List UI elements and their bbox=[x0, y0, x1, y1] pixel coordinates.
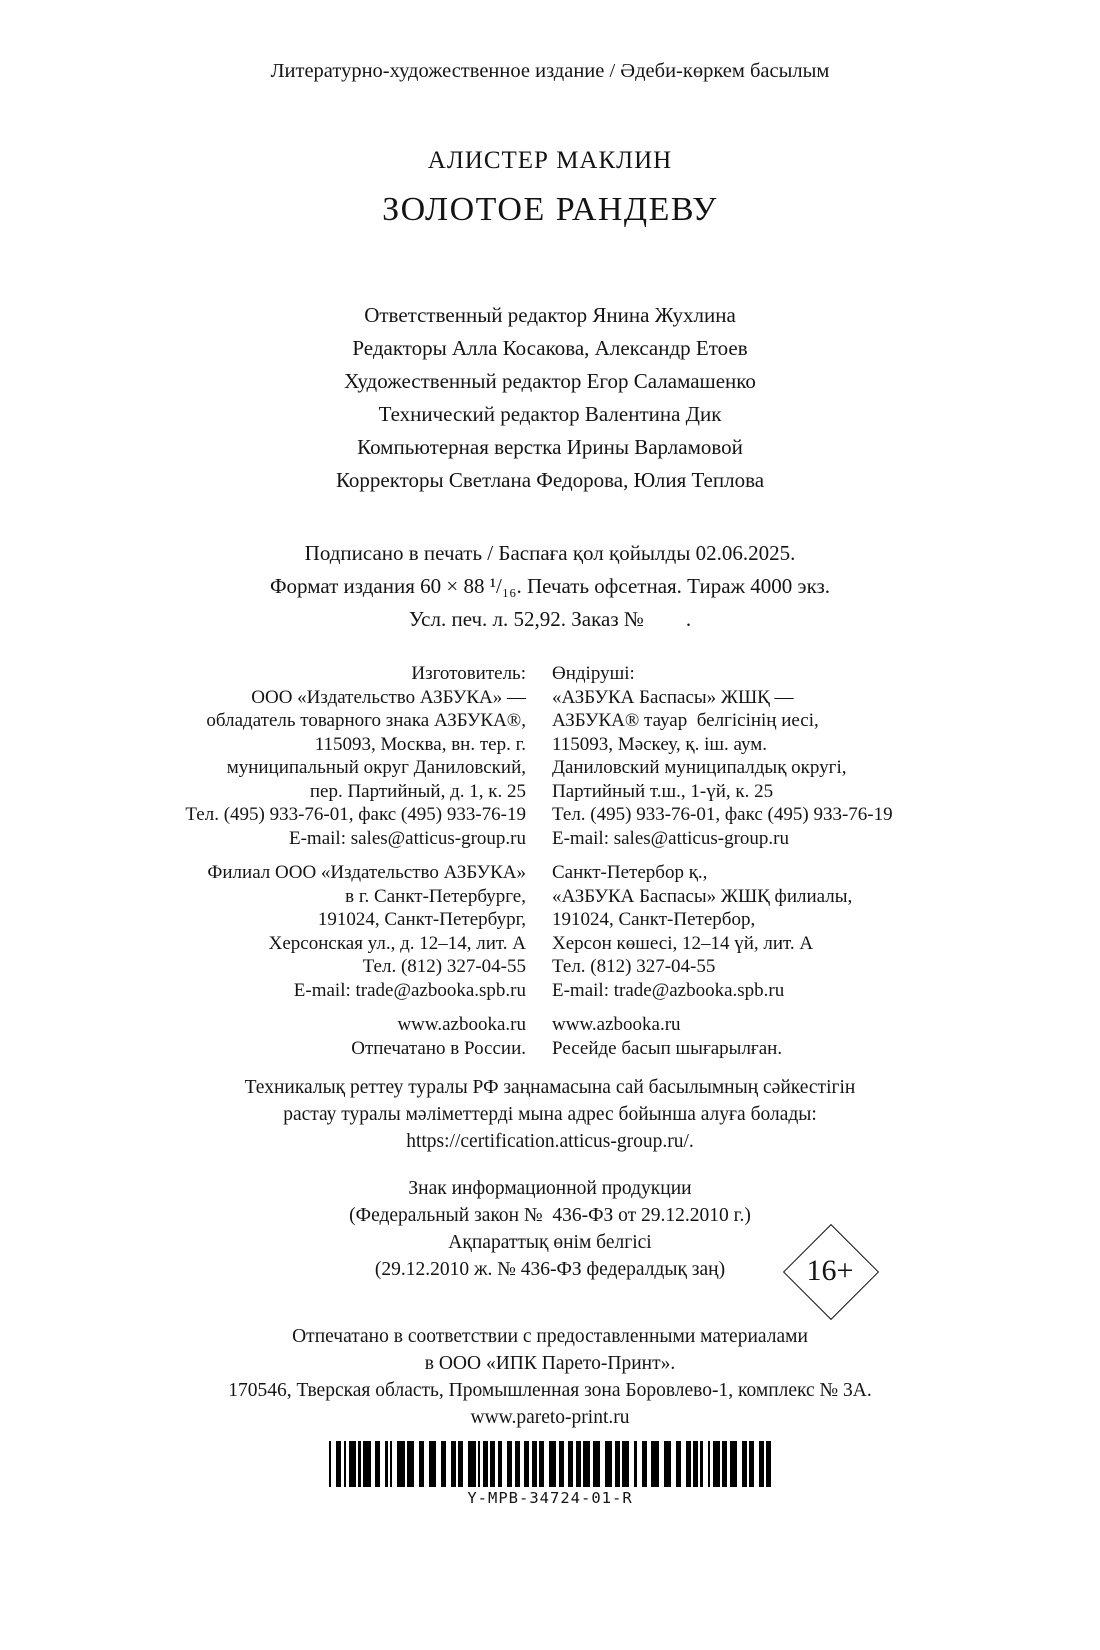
address-paragraph bbox=[552, 662, 934, 850]
text-line: E-mail: trade@azbooka.spb.ru bbox=[293, 979, 526, 1001]
address-paragraph bbox=[166, 1013, 526, 1060]
text-line: Художественный редактор Егор Саламашенко bbox=[344, 369, 756, 393]
author-name: АЛИСТЕР МАКЛИН bbox=[427, 147, 673, 174]
text-line: https://certification.atticus-group.ru/. bbox=[406, 1131, 694, 1152]
barcode-bar bbox=[605, 1441, 612, 1487]
address-paragraph bbox=[552, 1013, 934, 1060]
barcode-bar bbox=[363, 1441, 370, 1487]
text-line: Формат издания 60 × 88 ¹/₁₆. Печать офсетная. Тираж 4000 экз. bbox=[269, 574, 831, 598]
certification-note bbox=[0, 1074, 1100, 1155]
barcode-bar bbox=[468, 1441, 475, 1487]
text-line: Отпечатано в соответствии с предоставленными материалами bbox=[292, 1326, 808, 1347]
text-line: Тел. (812) 327-04-55 bbox=[362, 956, 526, 977]
text-line: Компьютерная верстка Ирины Варламовой bbox=[357, 435, 743, 459]
staff-credits bbox=[0, 299, 1100, 497]
barcode-bar bbox=[664, 1441, 671, 1487]
text-line: Тел. (495) 933-76-01, факс (495) 933-76-19 bbox=[552, 804, 893, 825]
text-line: в г. Санкт-Петербурге, bbox=[345, 885, 526, 907]
barcode-bar bbox=[730, 1441, 737, 1487]
text-line: 191024, Санкт-Петербург, bbox=[317, 909, 526, 930]
text-line: «АЗБУКА Баспасы» ЖШҚ филиалы, bbox=[552, 885, 853, 907]
text-line: (Федеральный закон № 436-ФЗ от 29.12.2010 г.) bbox=[349, 1205, 751, 1226]
text-line: Изготовитель: bbox=[411, 663, 526, 684]
text-line: в ООО «ИПК Парето-Принт». bbox=[424, 1353, 676, 1374]
text-line: Усл. печ. л. 52,92. Заказ № . bbox=[408, 607, 692, 631]
book-title: ЗОЛОТОЕ РАНДЕВУ bbox=[382, 191, 718, 228]
text-line: Ответственный редактор Янина Жухлина bbox=[364, 303, 736, 327]
text-line: АЗБУКА® тауар белгісінің иесі, bbox=[552, 710, 819, 731]
text-line: E-mail: sales@atticus-group.ru bbox=[289, 827, 526, 849]
text-line: (29.12.2010 ж. № 436-ФЗ федералдық заң) bbox=[374, 1259, 726, 1280]
age-rating-badge bbox=[782, 1223, 878, 1319]
text-line: E-mail: trade@azbooka.spb.ru bbox=[552, 979, 785, 1001]
text-line: 191024, Санкт-Петербор, bbox=[552, 909, 756, 930]
text-line: Техникалық реттеу туралы РФ заңнамасына сай басылымның сәйкестігін bbox=[244, 1077, 856, 1098]
manufacturer-column-kazakh bbox=[539, 662, 934, 1060]
barcode-bar bbox=[713, 1441, 720, 1487]
text-line: Санкт-Петербор қ., bbox=[552, 862, 708, 883]
text-line: Редакторы Алла Косакова, Александр Етоев bbox=[352, 336, 748, 360]
barcode-bar bbox=[407, 1441, 414, 1487]
edition-line: Литературно-художественное издание / Әдеби-көркем басылым bbox=[270, 60, 830, 82]
text-line: 115093, Москва, вн. тер. г. bbox=[314, 733, 526, 755]
text-line: Ресейде басып шығарылған. bbox=[552, 1037, 783, 1059]
text-line: www.pareto-print.ru bbox=[470, 1407, 630, 1428]
barcode-bars bbox=[329, 1441, 771, 1487]
text-line: пер. Партийный, д. 1, к. 25 bbox=[309, 780, 526, 802]
text-line: Херсонская ул., д. 12–14, лит. А bbox=[268, 932, 526, 954]
barcode-bar bbox=[549, 1441, 556, 1487]
text-line: растау туралы мәліметтерді мына адрес бойынша алуға болады: bbox=[283, 1104, 817, 1125]
text-line: 115093, Мәскеу, қ. іш. аум. bbox=[552, 733, 768, 755]
text-line: Корректоры Светлана Федорова, Юлия Теплова bbox=[335, 468, 765, 492]
address-paragraph bbox=[166, 861, 526, 1002]
text-line: Отпечатано в России. bbox=[351, 1037, 526, 1059]
barcode-bar bbox=[397, 1441, 404, 1487]
text-line: E-mail: sales@atticus-group.ru bbox=[552, 827, 789, 849]
text-line: Тел. (495) 933-76-01, факс (495) 933-76-19 bbox=[185, 804, 526, 825]
manufacturer-columns bbox=[166, 662, 934, 1060]
manufacturer-column-russian bbox=[166, 662, 539, 1060]
text-line: Херсон көшесі, 12–14 үй, лит. А bbox=[552, 932, 814, 954]
barcode-bar bbox=[593, 1441, 600, 1487]
text-line: Филиал ООО «Издательство АЗБУКА» bbox=[207, 862, 526, 883]
text-line: Өндіруші: bbox=[552, 663, 635, 684]
text-line: ООО «Издательство АЗБУКА» — bbox=[251, 686, 526, 708]
barcode-bar bbox=[429, 1441, 436, 1487]
age-rating-text bbox=[0, 1175, 1100, 1283]
text-line: www.azbooka.ru bbox=[397, 1014, 526, 1035]
text-line: Тел. (812) 327-04-55 bbox=[552, 956, 716, 977]
text-line: Технический редактор Валентина Дик bbox=[378, 402, 722, 426]
barcode-bar bbox=[583, 1441, 590, 1487]
text-line: www.azbooka.ru bbox=[552, 1014, 681, 1035]
barcode-bar bbox=[651, 1441, 658, 1487]
text-line: 170546, Тверская область, Промышленная зона Боровлево-1, комплекс № 3А. bbox=[228, 1380, 872, 1401]
text-line: Подписано в печать / Баспаға қол қойылды 02.06.2025. bbox=[304, 541, 796, 565]
text-line: Партийный т.ш., 1-үй, к. 25 bbox=[552, 780, 774, 802]
barcode-bar bbox=[766, 1441, 771, 1487]
barcode bbox=[0, 1441, 1100, 1507]
text-line: обладатель товарного знака АЗБУКА®, bbox=[206, 710, 526, 731]
text-line: Даниловский муниципалдық округі, bbox=[552, 757, 847, 778]
text-line: «АЗБУКА Баспасы» ЖШҚ — bbox=[552, 686, 794, 708]
text-line: Знак информационной продукции bbox=[408, 1178, 692, 1199]
text-line: муниципальный округ Даниловский, bbox=[226, 757, 526, 778]
barcode-bar bbox=[622, 1441, 629, 1487]
address-paragraph bbox=[552, 861, 934, 1002]
printing-house-note bbox=[0, 1323, 1100, 1431]
print-run-info bbox=[0, 537, 1100, 636]
age-rating-value: 16+ bbox=[806, 1254, 854, 1287]
barcode-caption: Y-MPB-34724-01-R bbox=[467, 1489, 633, 1507]
text-line: Ақпараттық өнім белгісі bbox=[448, 1232, 652, 1253]
address-paragraph bbox=[166, 662, 526, 850]
age-rating-block bbox=[0, 1175, 1100, 1287]
barcode-bar bbox=[349, 1441, 356, 1487]
